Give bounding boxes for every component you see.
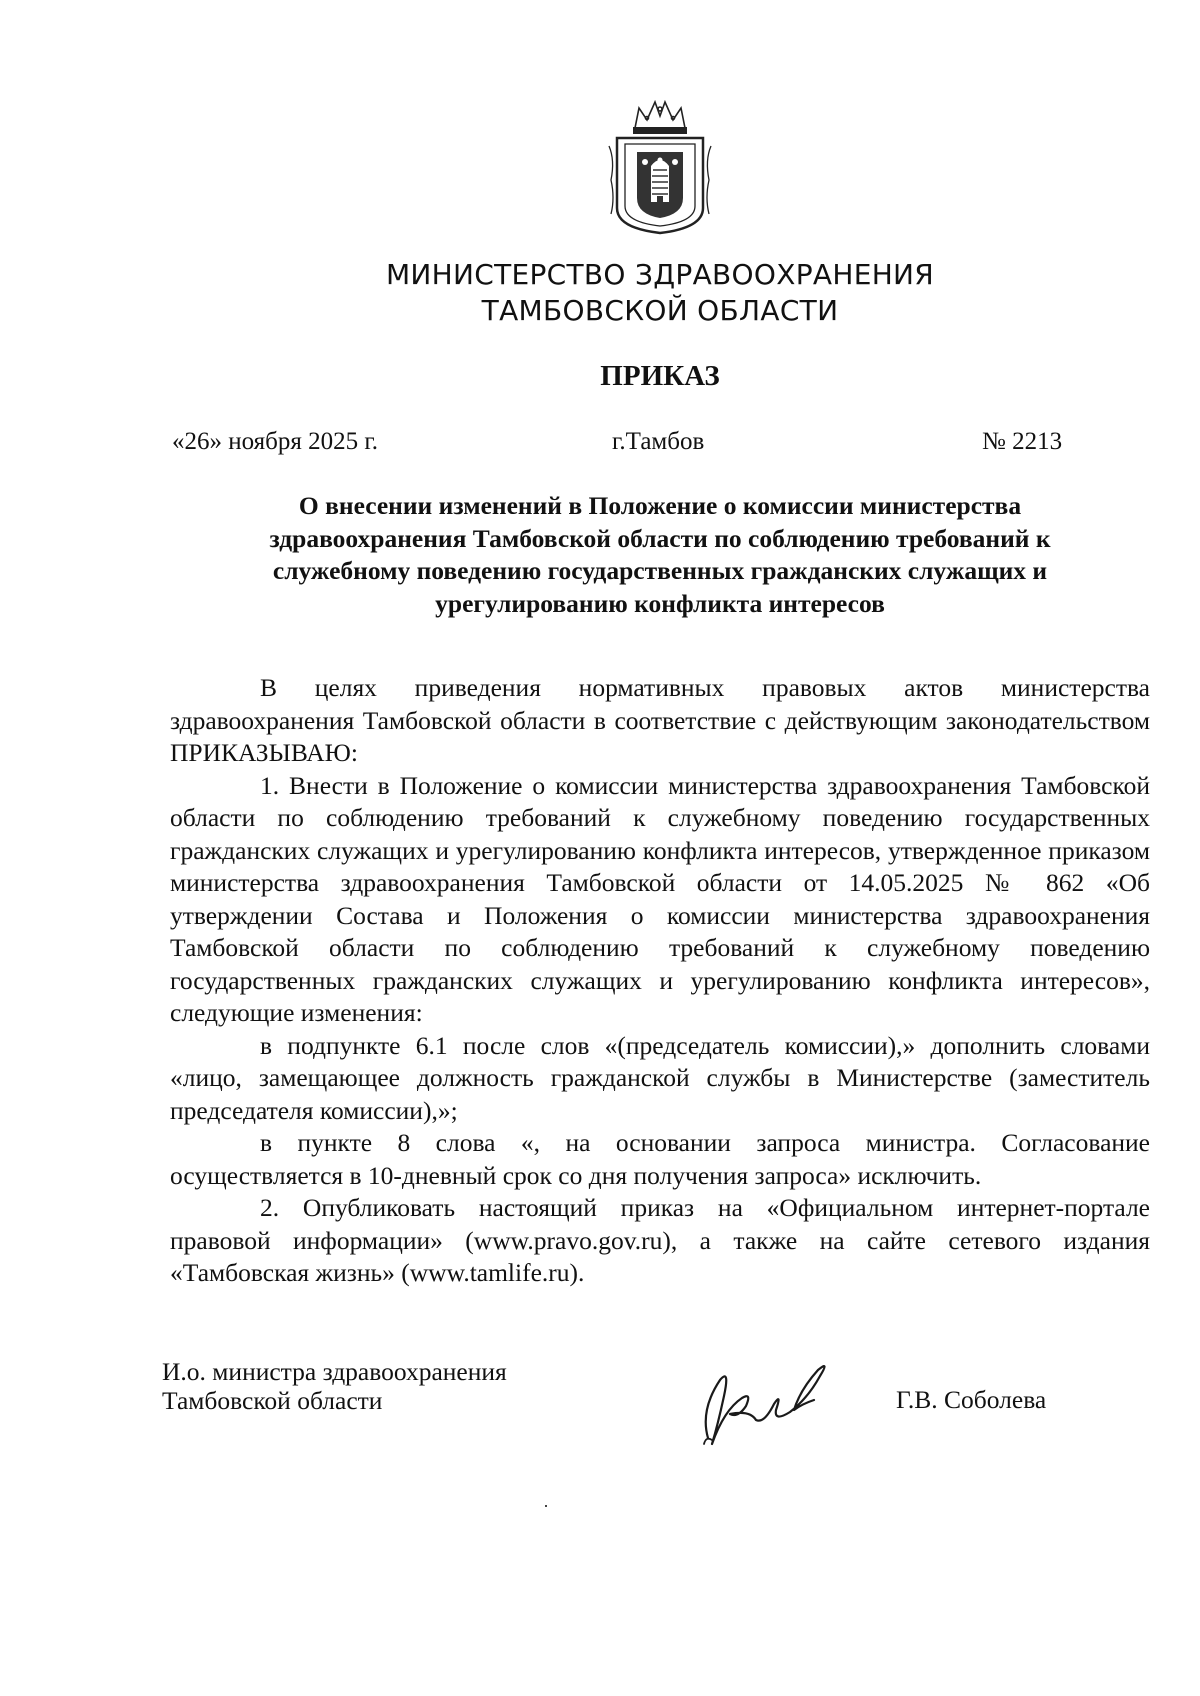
body-paragraph: 2. Опубликовать настоящий приказ на «Официальном интернет-портале правовой информации» (www.pravo.gov.ru), а также на сайте сетевого издания «Тамбовская жизнь» (www.tamlife.ru). xyxy=(170,1193,1150,1287)
handwritten-signature xyxy=(690,1340,860,1460)
body-paragraph: В целях приведения нормативных правовых актов министерства здравоохранения Тамбовской области в соответствие с действующим законодательством ПРИКАЗЫВАЮ: xyxy=(170,673,1150,767)
subject-line: урегулированию конфликта интересов xyxy=(435,588,885,618)
ministry-name-line1: МИНИСТЕРСТВО ЗДРАВООХРАНЕНИЯ xyxy=(385,258,935,291)
body-paragraph: 1. Внести в Положение о комиссии министерства здравоохранения Тамбовской области по соблюдению требований к служебному поведению государственных гражданских служащих и урегулированию конфликта интересов, утвержденное приказом министерства здравоохранения Тамбовской области от 14.05.2025 № 862 «Об утверждении Состава и Положения о комиссии министерства здравоохранения Тамбовской области по соблюдению требований к служебному поведению государственных гражданских служащих и урегулированию конфликта интересов», следующие изменения: xyxy=(170,770,1150,1027)
signatory-title xyxy=(162,1357,507,1415)
order-date: «26» ноября 2025 г. xyxy=(172,428,379,455)
order-number: № 2213 xyxy=(982,428,1063,455)
tambov-coat-of-arms-icon xyxy=(605,100,715,235)
order-body xyxy=(170,672,1150,1290)
signatory-name: Г.В. Соболева xyxy=(896,1385,1047,1414)
ministry-name-line2: ТАМБОВСКОЙ ОБЛАСТИ xyxy=(481,294,839,327)
signatory-title-line: И.о. министра здравоохранения xyxy=(162,1357,507,1386)
body-paragraph: в подпункте 6.1 после слов «(председатель комиссии),» дополнить словами «лицо, замещающее должность гражданской службы в Министерстве (заместитель председателя комиссии),»; xyxy=(170,1030,1150,1125)
order-subject xyxy=(170,490,1150,620)
subject-line: здравоохранения Тамбовской области по соблюдению требований к xyxy=(269,523,1051,553)
scan-speck xyxy=(545,1505,547,1507)
document-type-title: ПРИКАЗ xyxy=(600,360,720,392)
order-city: г.Тамбов xyxy=(612,428,705,455)
body-paragraph: в пункте 8 слова «, на основании запроса министра. Согласование осуществляется в 10-дневный срок со дня получения запроса» исключить. xyxy=(170,1128,1150,1190)
signatory-title-line: Тамбовской области xyxy=(162,1386,383,1415)
subject-line: служебному поведению государственных гражданских служащих и xyxy=(272,556,1048,585)
subject-line: О внесении изменений в Положение о комиссии министерства xyxy=(298,491,1022,520)
